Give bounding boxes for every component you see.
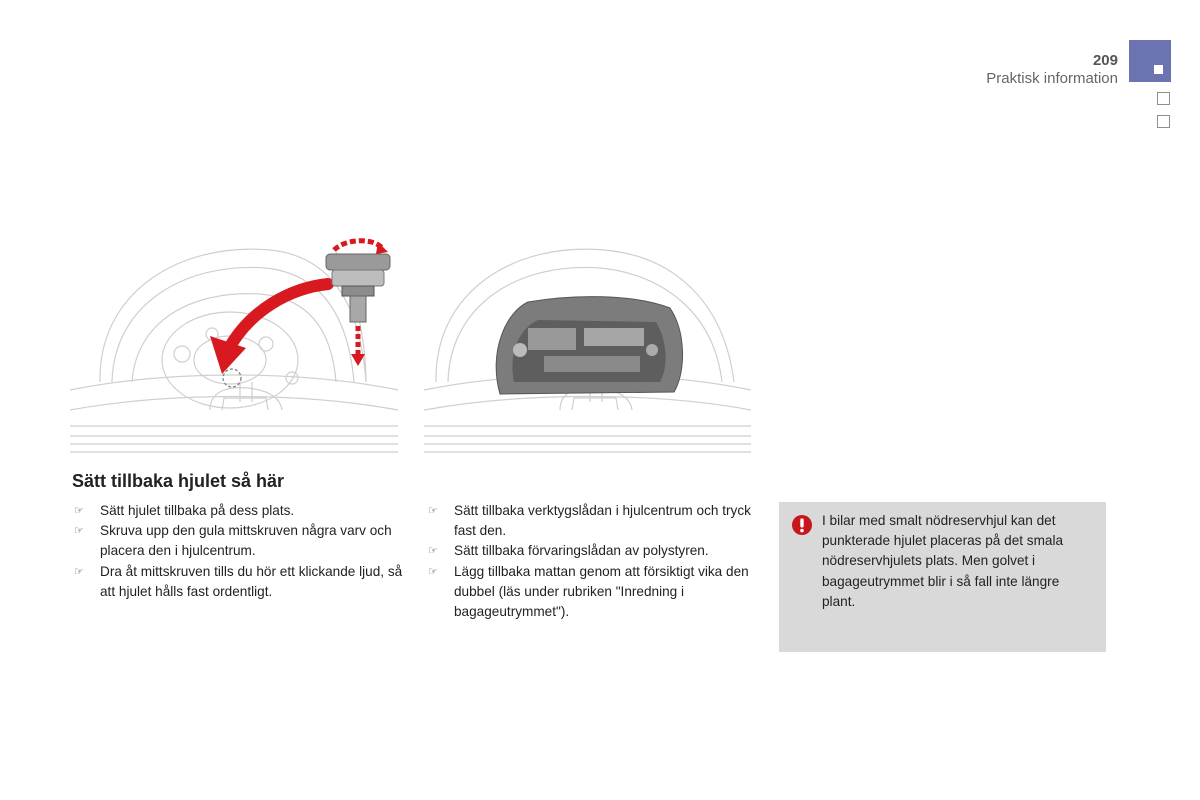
list-item bbox=[72, 562, 412, 602]
page-number: 209 bbox=[1092, 52, 1118, 69]
list-item bbox=[72, 501, 412, 521]
steps-list-right bbox=[426, 501, 762, 622]
spare-wheel-illustration bbox=[70, 232, 398, 458]
list-item-text: Lägg tillbaka mattan genom att försiktigt vika den dubbel (läs under rubriken "Inredning i bagageutrymmet"). bbox=[454, 563, 749, 620]
pointing-hand-icon: ☞ bbox=[428, 505, 438, 517]
warning-text: I bilar med smalt nödreservhjul kan det punkterade hjulet placeras på det smala nödreservhjulets plats. Men golvet i bagageutrymmet blir i så fall inte längre plant. bbox=[822, 513, 1064, 609]
chapter-tab-3[interactable] bbox=[1157, 115, 1170, 128]
list-item-text: Skruva upp den gula mittskruven några varv och placera den i hjulcentrum. bbox=[100, 523, 392, 559]
list-item bbox=[426, 501, 762, 541]
chapter-tab-2[interactable] bbox=[1157, 92, 1170, 105]
pointing-hand-icon: ☞ bbox=[428, 565, 438, 578]
pointing-hand-icon: ☞ bbox=[74, 525, 84, 538]
list-item-text: Dra åt mittskruven tills du hör ett klickande ljud, så att hjulet hålls fast ordentligt. bbox=[100, 563, 403, 599]
list-item-text: Sätt hjulet tillbaka på dess plats. bbox=[100, 503, 295, 518]
list-item bbox=[426, 562, 762, 623]
list-item-text: Sätt tillbaka förvaringslådan av polystyren. bbox=[454, 543, 709, 559]
chapter-tab-active[interactable] bbox=[1129, 40, 1171, 82]
toolbox-illustration bbox=[424, 232, 751, 458]
section-title: Praktisk information bbox=[986, 70, 1118, 87]
warning-box bbox=[779, 502, 1106, 652]
tab-marker bbox=[1154, 65, 1163, 74]
section-heading: Sätt tillbaka hjulet så här bbox=[72, 471, 285, 491]
pointing-hand-icon: ☞ bbox=[428, 545, 438, 558]
list-item bbox=[426, 541, 762, 561]
pointing-hand-icon: ☞ bbox=[74, 565, 84, 578]
list-item bbox=[72, 521, 412, 561]
list-item-text: Sätt tillbaka verktygslådan i hjulcentrum och tryck fast den. bbox=[454, 503, 751, 539]
exclamation-icon bbox=[791, 514, 813, 536]
steps-list-left bbox=[72, 501, 412, 602]
pointing-hand-icon: ☞ bbox=[74, 505, 84, 517]
